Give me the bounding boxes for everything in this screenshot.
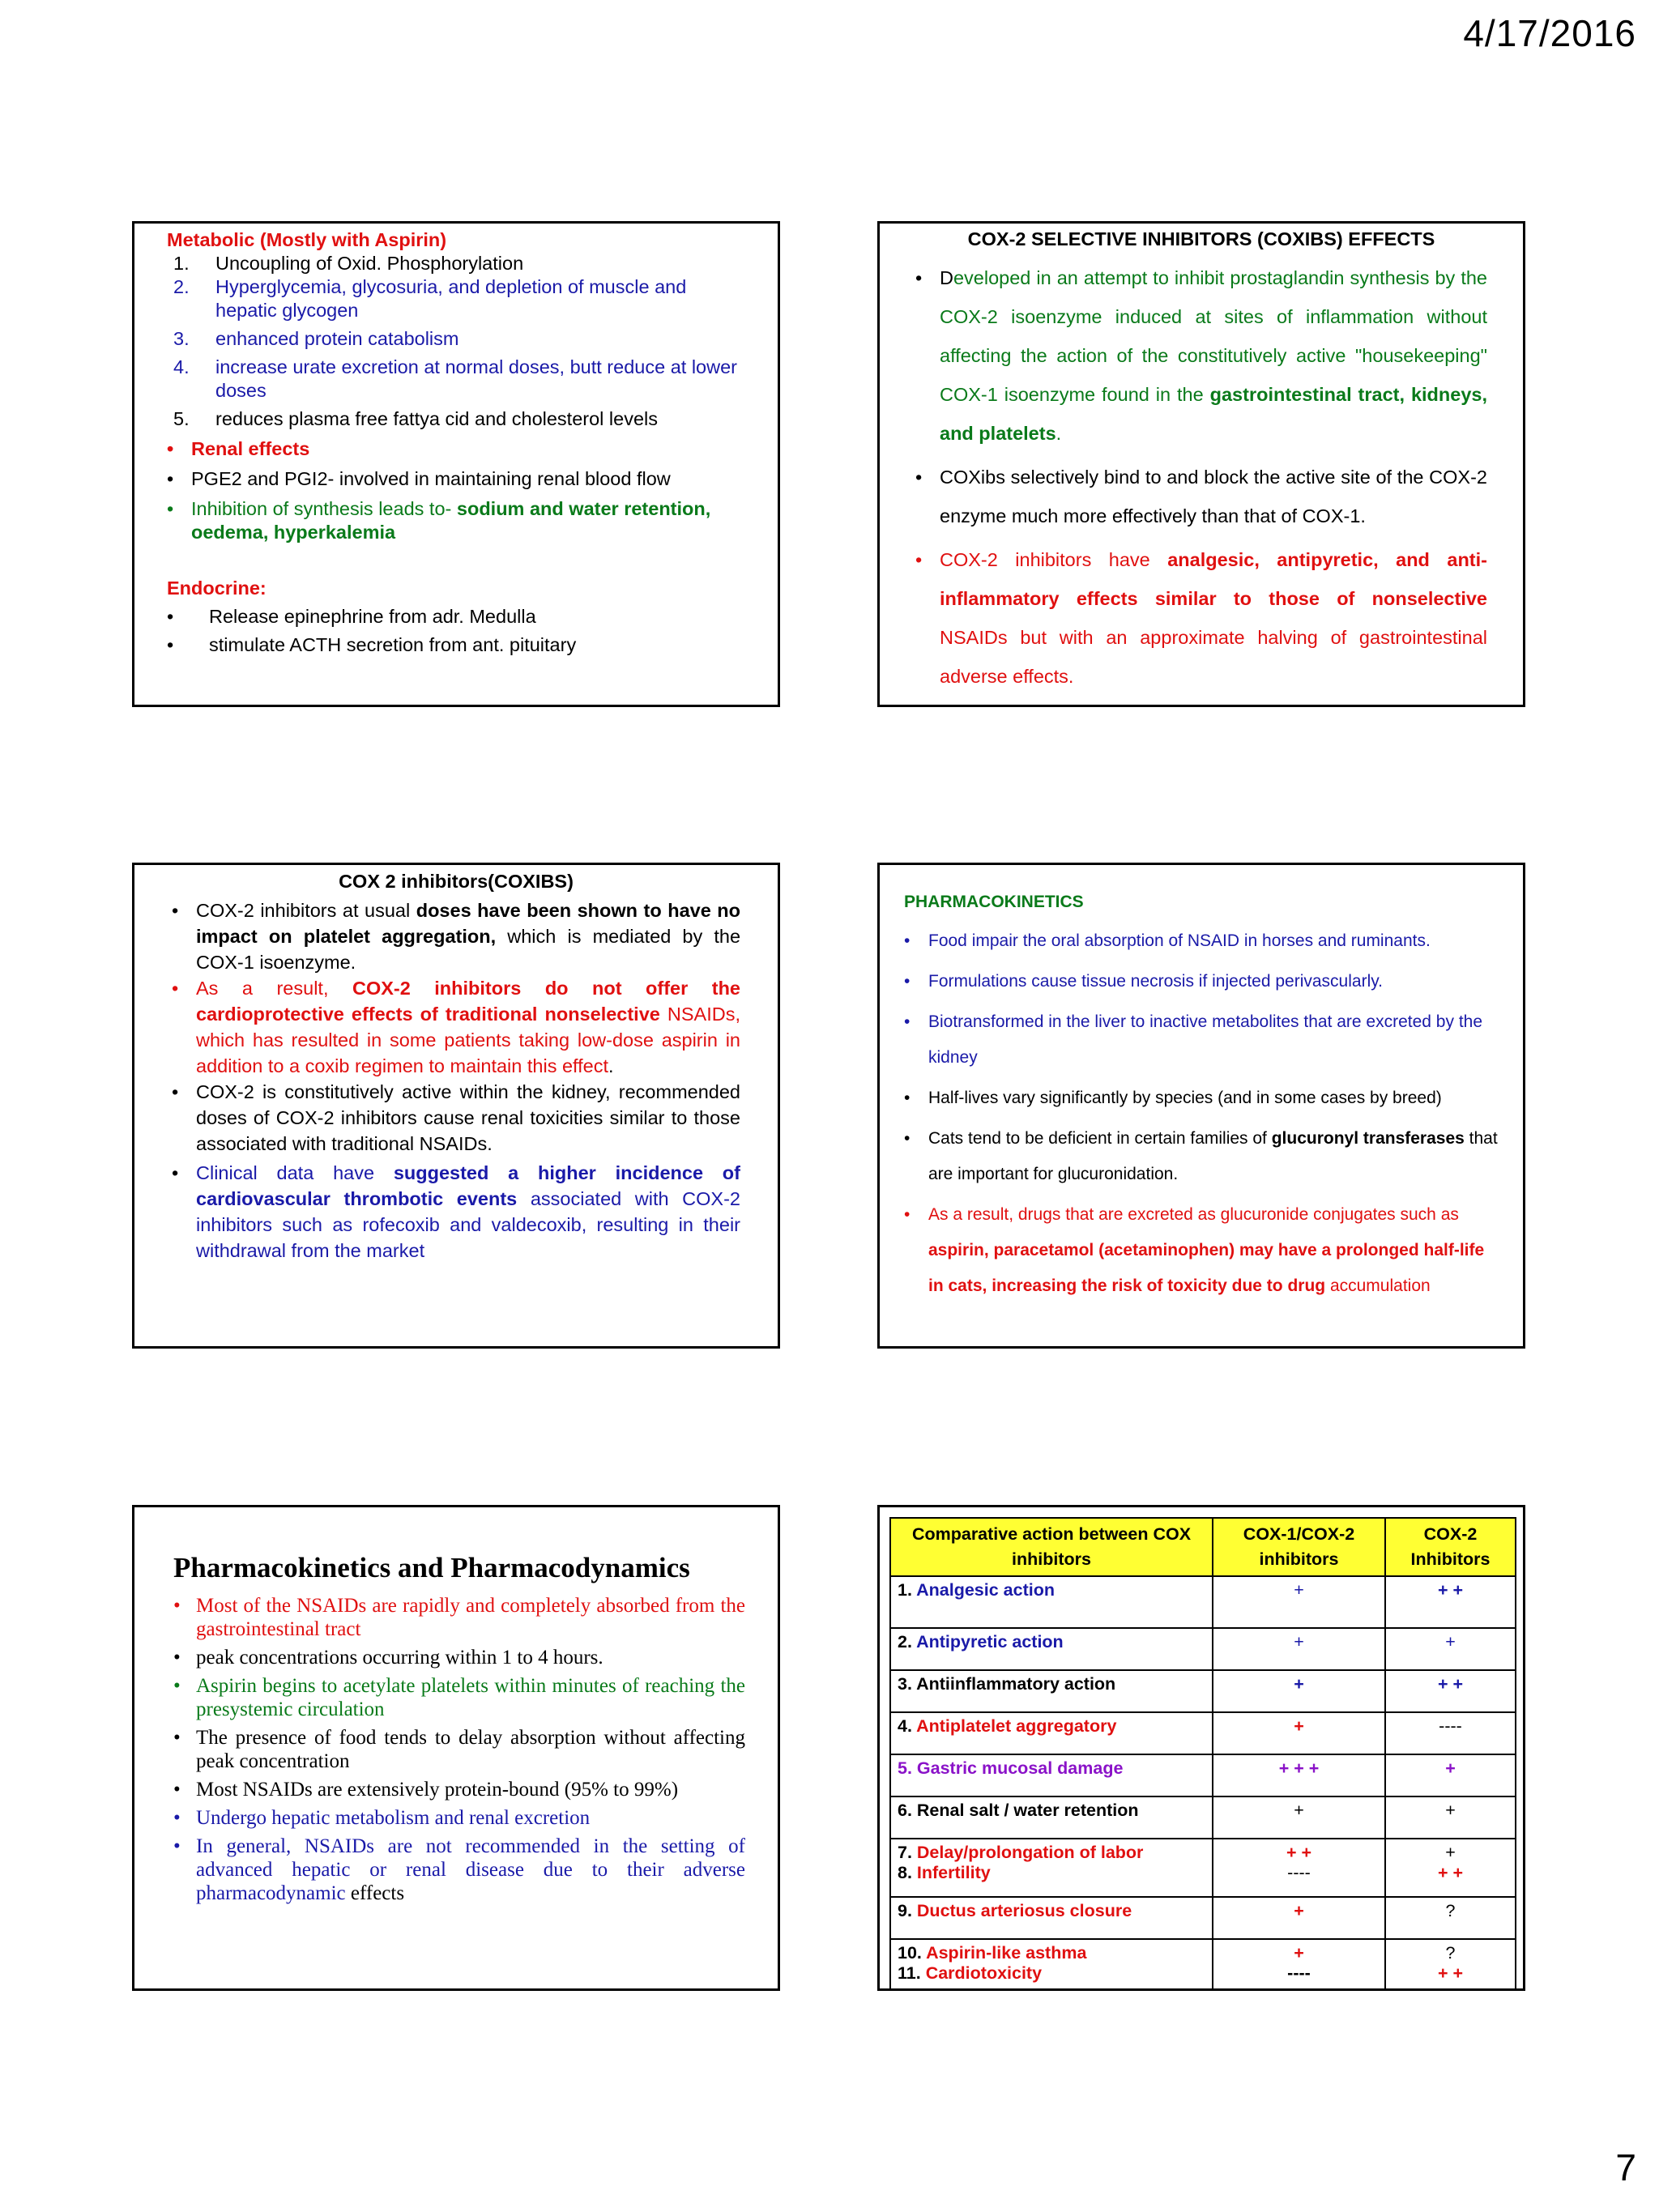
table-row: 2. Antipyretic action + + (890, 1628, 1516, 1670)
table-row: 1. Analgesic action + + + (890, 1576, 1516, 1628)
endocrine-heading: Endocrine: (167, 578, 267, 599)
slide-title: PHARMACOKINETICS (904, 893, 1084, 911)
list-item: • PGE2 and PGI2- involved in maintaining renal blood flow (167, 468, 671, 489)
slide-comparison-table (877, 1505, 1525, 1991)
table-row: 5. Gastric mucosal damage + + + + (890, 1754, 1516, 1796)
renal-heading: • Renal effects (167, 438, 310, 459)
list-item: 1. Uncoupling of Oxid. Phosphorylation (173, 253, 524, 274)
column-header: COX-2 Inhibitors (1385, 1518, 1516, 1576)
list-item: • Inhibition of synthesis leads to- sodium and water retention, oedema, hyperkalemia (167, 498, 711, 543)
list-item: • Developed in an attempt to inhibit prostaglandin synthesis by the COX-2 isoenzyme induced at sites of inflammation without affecting the action of the constitutively active "housekeeping" COX-1 isoenzyme found in the gastrointestinal tract, kidneys, and platelets. (915, 267, 1487, 444)
page-number: 7 (1615, 2146, 1636, 2189)
slide-coxib-effects (877, 221, 1525, 707)
page-date: 4/17/2016 (1463, 12, 1636, 54)
list-item: • COXibs selectively bind to and block the active site of the COX-2 enzyme much more effectively than that of COX-1. (915, 467, 1487, 526)
comparison-table (889, 1517, 1516, 1991)
list-item: • stimulate ACTH secretion from ant. pituitary (167, 634, 577, 655)
list-item: 3. enhanced protein catabolism (173, 328, 459, 349)
list-item: • Release epinephrine from adr. Medulla (167, 606, 536, 627)
table-row: 9. Ductus arteriosus closure + ? (890, 1897, 1516, 1939)
list-item: 5. reduces plasma free fattya cid and cholesterol levels (173, 408, 659, 429)
list-item: • Undergo hepatic metabolism and renal excretion (173, 1807, 591, 1829)
list-item: • COX-2 inhibitors have analgesic, antipyretic, and anti-inflammatory effects similar to those of nonselective NSAIDs but with an approximate halving of gastrointestinal adverse effects. (915, 549, 1487, 687)
list-item: • Aspirin begins to acetylate platelets within minutes of reaching the presystemic circulation (173, 1675, 745, 1720)
slide-title: COX 2 inhibitors(COXIBS) (339, 871, 574, 892)
metabolic-list (173, 252, 745, 431)
list-item: • COX-2 is constitutively active within the kidney, recommended doses of COX-2 inhibitors cause renal toxicities similar to those associated with traditional NSAIDs. (172, 1081, 740, 1154)
list-item: • Most of the NSAIDs are rapidly and completely absorbed from the gastrointestinal tract (173, 1595, 745, 1640)
list-item: • peak concentrations occurring within 1 to 4 hours. (173, 1647, 603, 1669)
table-row: 7. Delay/prolongation of labor 8. Infertility + + ---- + + + (890, 1839, 1516, 1897)
list-item: • COX-2 inhibitors at usual doses have been shown to have no impact on platelet aggregation, which is mediated by the COX-1 isoenzyme. (172, 900, 741, 973)
table-row: 4. Antiplatelet aggregatory + ---- (890, 1712, 1516, 1754)
slide-title: COX-2 SELECTIVE INHIBITORS (COXIBS) EFFECTS (967, 228, 1435, 249)
slide-metabolic-effects (132, 221, 780, 707)
list-item: 2. Hyperglycemia, glycosuria, and depletion of muscle and hepatic glycogen (173, 276, 687, 321)
slide-pharmacokinetics (877, 863, 1525, 1349)
list-item: • Formulations cause tissue necrosis if injected perivascularly. (904, 972, 1384, 991)
table-row: 6. Renal salt / water retention + + (890, 1796, 1516, 1839)
list-item: • Food impair the oral absorption of NSAID in horses and ruminants. (904, 931, 1431, 950)
pk-pd-list (173, 1594, 745, 1905)
list-item: • Most NSAIDs are extensively protein-bound (95% to 99%) (173, 1779, 679, 1801)
list-item: • As a result, drugs that are excreted as glucuronide conjugates such as aspirin, paracetamol (acetaminophen) may have a prolonged half-life in cats, increasing the risk of toxicity due to drug accumulation (904, 1205, 1485, 1295)
table-row: 10. Aspirin-like asthma 11. Cardiotoxicity + ---- ? + + (890, 1939, 1516, 1991)
list-item: • Half-lives vary significantly by species (and in some cases by breed) (904, 1089, 1442, 1107)
column-header: Comparative action between COX inhibitors (890, 1518, 1213, 1576)
list-item: 4. increase urate excretion at normal doses, butt reduce at lower doses (173, 356, 737, 401)
list-item: • The presence of food tends to delay absorption without affecting peak concentration (173, 1727, 745, 1772)
list-item: • As a result, COX-2 inhibitors do not offer the cardioprotective effects of traditional nonselective NSAIDs, which has resulted in some patients taking low-dose aspirin in addition to a coxib regimen to maintain this effect. (172, 978, 741, 1076)
slide-title: Pharmacokinetics and Pharmacodynamics (173, 1552, 690, 1583)
table-row: 3. Antiinflammatory action + + + (890, 1670, 1516, 1712)
list-item: • Clinical data have suggested a higher incidence of cardiovascular thrombotic events associated with COX-2 inhibitors such as rofecoxib and valdecoxib, resulting in their withdrawal from the market (172, 1162, 740, 1261)
slide-title: Metabolic (Mostly with Aspirin) (167, 229, 447, 250)
list-item: • In general, NSAIDs are not recommended in the setting of advanced hepatic or renal disease due to their adverse pharmacodynamic effects (173, 1835, 745, 1904)
slide-cox2-inhibitors (132, 863, 780, 1349)
list-item: • Cats tend to be deficient in certain families of glucuronyl transferases that are important for glucuronidation. (904, 1129, 1498, 1183)
table-header-row (890, 1518, 1516, 1576)
slide-pk-pd (132, 1505, 780, 1991)
list-item: • Biotransformed in the liver to inactive metabolites that are excreted by the kidney (904, 1012, 1483, 1067)
column-header: COX-1/COX-2 inhibitors (1213, 1518, 1385, 1576)
